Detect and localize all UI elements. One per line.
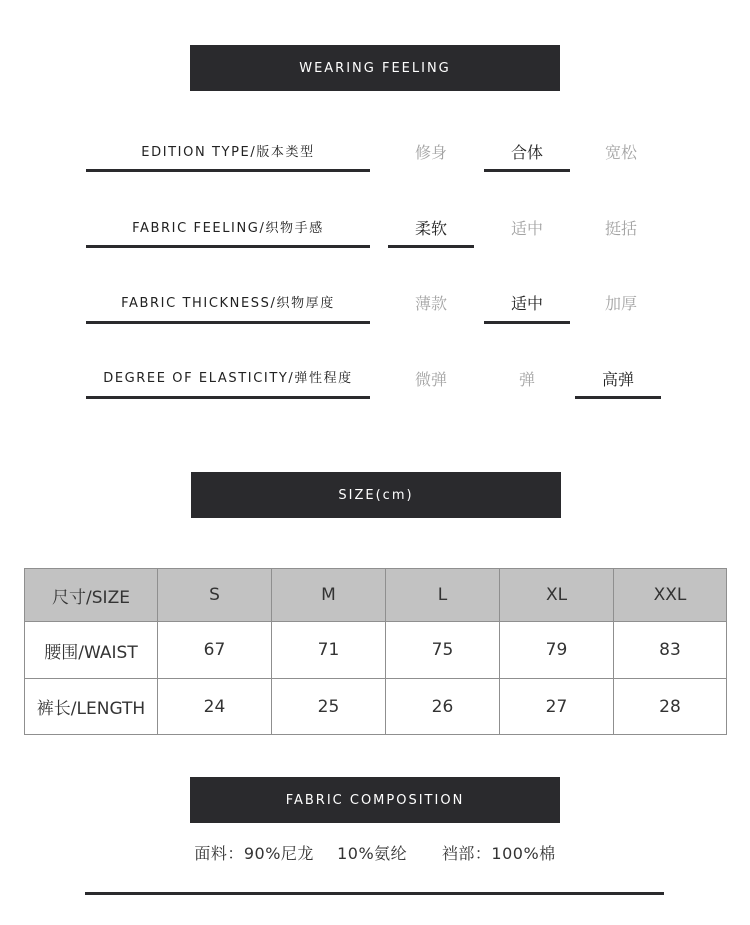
attribute-label: FABRIC THICKNESS/织物厚度 [121,296,335,311]
table-cell: 67 [158,622,272,679]
table-cell: 24 [158,679,272,735]
fabric-composition-text: 面料：90%尼龙 10%氨纶 裆部：100%棉 [194,844,556,863]
wearing-feeling-title: WEARING FEELING [299,60,451,76]
size-banner [191,472,561,518]
table-cell: 28 [614,679,727,735]
table-cell: 25 [272,679,386,735]
option-selected: 高弹 [601,370,634,389]
table-cell: 83 [614,622,727,679]
fabric-composition-title: FABRIC COMPOSITION [285,792,465,808]
header-cell: XL [500,569,614,622]
option-selected: 柔软 [414,219,447,238]
header-cell: S [158,569,272,622]
header-cell: M [272,569,386,622]
option: 挺括 [604,219,637,238]
fabric-composition-banner [190,777,560,823]
attribute-label: FABRIC FEELING/织物手感 [132,221,324,236]
header-cell: L [386,569,500,622]
option: 修身 [414,143,447,162]
table-cell: 26 [386,679,500,735]
table-cell: 75 [386,622,500,679]
header-cell: XXL [614,569,727,622]
option: 适中 [510,219,543,238]
row-label-cell: 裤长/LENGTH [25,679,158,735]
attribute-underline [86,169,370,172]
selected-option-underline [575,396,661,399]
row-label-cell: 腰围/WAIST [25,622,158,679]
table-row [25,679,727,735]
table-cell: 71 [272,622,386,679]
option: 加厚 [604,294,637,313]
size-table [24,568,727,735]
table-header-row [25,569,727,622]
option-selected: 合体 [510,143,543,162]
option: 微弹 [414,370,447,389]
table-row [25,622,727,679]
attribute-underline [86,245,370,248]
attribute-label: EDITION TYPE/版本类型 [141,145,315,160]
selected-option-underline [484,321,570,324]
table-cell: 79 [500,622,614,679]
bottom-divider [85,892,664,895]
attribute-underline [86,396,370,399]
option-selected: 适中 [510,294,543,313]
attribute-label: DEGREE OF ELASTICITY/弹性程度 [103,371,353,386]
option: 宽松 [604,143,637,162]
header-cell: 尺寸/SIZE [25,569,158,622]
attribute-underline [86,321,370,324]
size-title: SIZE(cm) [338,487,414,503]
option: 薄款 [414,294,447,313]
option: 弹 [518,370,535,389]
table-cell: 27 [500,679,614,735]
selected-option-underline [388,245,474,248]
wearing-feeling-banner [190,45,560,91]
selected-option-underline [484,169,570,172]
